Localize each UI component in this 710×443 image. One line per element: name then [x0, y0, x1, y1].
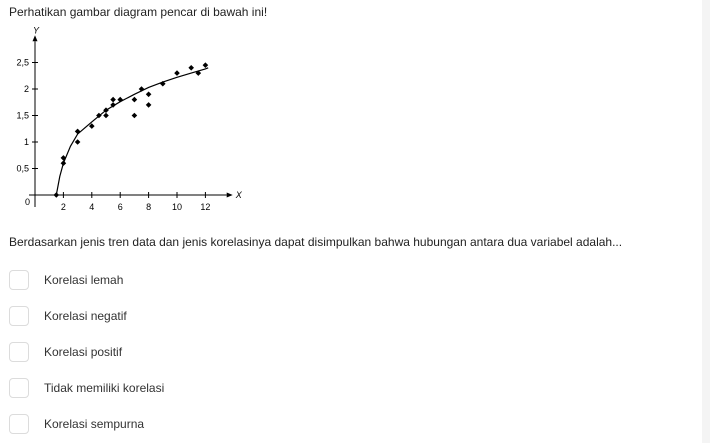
- data-point: [61, 160, 67, 166]
- option-4-checkbox[interactable]: [9, 378, 29, 398]
- option-1[interactable]: [9, 267, 309, 293]
- option-3[interactable]: [9, 339, 309, 365]
- y-tick-label: 1: [23, 137, 29, 147]
- data-point: [146, 92, 152, 98]
- data-point: [132, 97, 138, 103]
- data-point: [174, 70, 180, 76]
- x-tick-label: 2: [60, 202, 66, 212]
- data-point: [146, 102, 152, 108]
- option-1-label: Korelasi lemah: [44, 273, 124, 287]
- y-tick-label: 2: [23, 84, 29, 94]
- y-axis-arrow-icon: [33, 35, 38, 41]
- question-intro: Perhatikan gambar diagram pencar di bawah ini!: [9, 5, 268, 19]
- option-4-label: Tidak memiliki korelasi: [44, 381, 165, 395]
- data-point: [188, 65, 194, 71]
- right-edge-scrollbar: [702, 0, 710, 443]
- data-point: [203, 62, 209, 68]
- data-point: [75, 139, 81, 145]
- option-3-checkbox[interactable]: [9, 342, 29, 362]
- option-1-checkbox[interactable]: [9, 270, 29, 290]
- option-3-label: Korelasi positif: [44, 345, 123, 359]
- x-tick-label: 6: [117, 202, 123, 212]
- data-point: [132, 113, 138, 119]
- x-tick-label: 4: [89, 202, 95, 212]
- y-tick-label: 0,5: [16, 163, 29, 174]
- data-point: [139, 86, 145, 92]
- option-2-label: Korelasi negatif: [44, 309, 127, 323]
- question-text: Berdasarkan jenis tren data dan jenis korelasinya dapat disimpulkan bahwa hubungan antara dua variabel adalah...: [9, 235, 623, 249]
- option-5-label: Korelasi sempurna: [44, 417, 145, 431]
- data-point: [117, 97, 123, 103]
- y-tick-label: 2,5: [16, 57, 29, 68]
- option-5-checkbox[interactable]: [9, 414, 29, 434]
- x-tick-label: 12: [200, 202, 211, 212]
- option-2[interactable]: [9, 303, 309, 329]
- x-axis-arrow-icon: [227, 193, 233, 198]
- data-point: [103, 113, 109, 119]
- y-axis-label: Y: [33, 25, 40, 36]
- data-point: [110, 97, 116, 103]
- origin-label: 0: [25, 197, 31, 207]
- x-tick-label: 8: [146, 202, 152, 212]
- data-points: [54, 62, 209, 197]
- scatter-chart: [6, 25, 242, 220]
- data-point: [75, 129, 81, 135]
- x-axis-label: X: [235, 190, 242, 200]
- option-4[interactable]: [9, 375, 309, 401]
- option-2-checkbox[interactable]: [9, 306, 29, 326]
- data-point: [54, 192, 60, 198]
- y-tick-label: 1,5: [16, 110, 29, 121]
- x-tick-label: 10: [171, 202, 183, 212]
- option-5[interactable]: [9, 411, 309, 437]
